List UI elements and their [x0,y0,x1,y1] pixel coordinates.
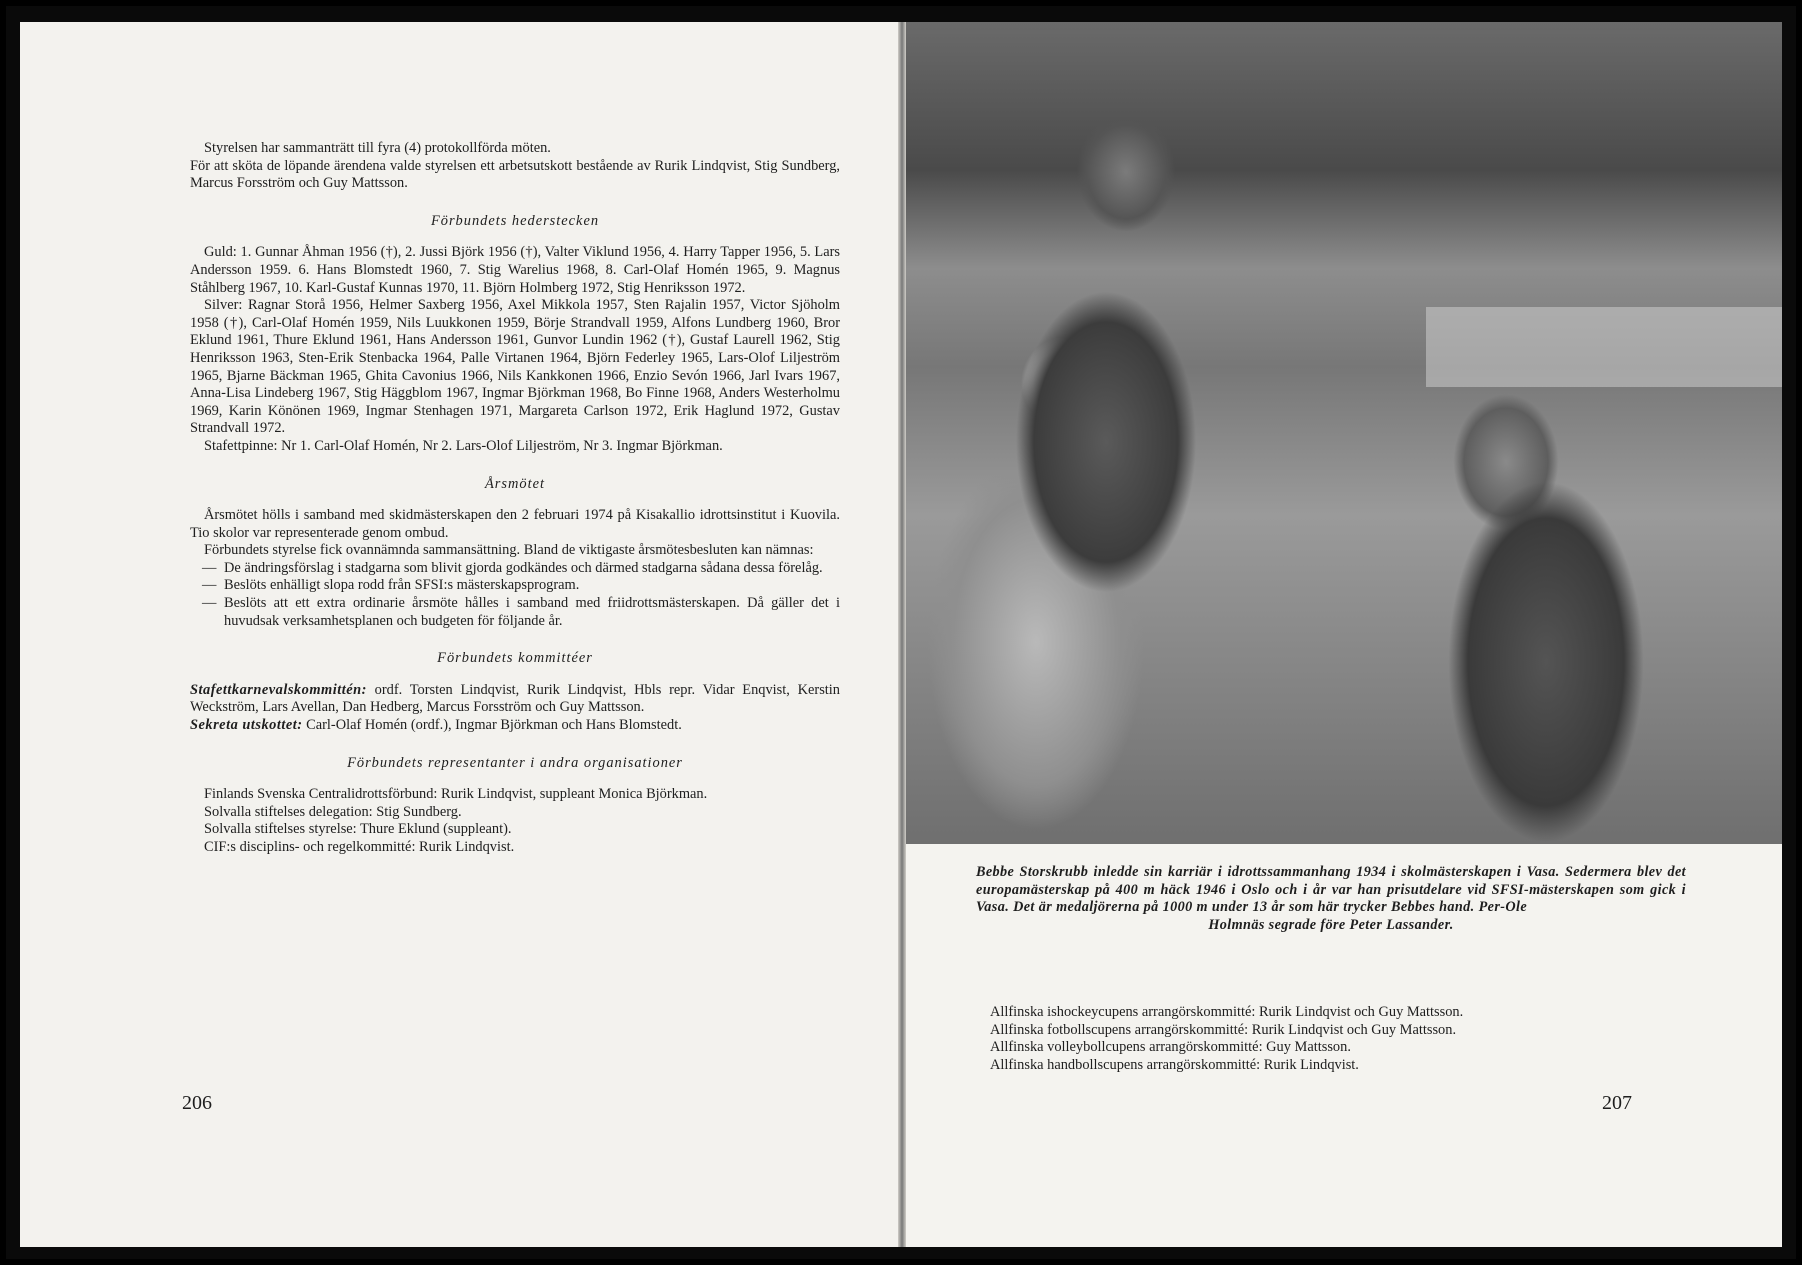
committee-entry [190,717,840,735]
left-text-column [190,140,840,857]
decision-item: — De ändringsförslag i stadgarna som blivit gjorda godkändes och därmed stadgarna sådana dessa förelåg. [190,560,840,578]
committee-line: Allfinska volleybollcupens arrangörskommitté: Guy Mattsson. [990,1039,1351,1056]
award-ceremony-photo [906,22,1782,844]
section-heading: Förbundets kommittéer [437,650,593,667]
silver-awards: Silver: Ragnar Storå 1956, Helmer Saxberg 1956, Axel Mikkola 1957, Sten Rajalin 1957, Victor Sjöholm 1958 (†), Carl-Olaf Homén 1959, Nils Luukkonen 1959, Börje Strandvall 1959, Alfons Lundberg 1960, Bror Eklund 1961, Thure Eklund 1961, Hans Andersson 1961, Gunvor Lundin 1962 (†), Gustaf Laurell 1962, Stig Henriksson 1963, Sten-Erik Stenbacka 1964, Palle Virtanen 1964, Björn Federley 1965, Lars-Olof Liljeström 1965, Bjarne Bäckman 1965, Ghita Cavonius 1966, Nils Kankkonen 1966, Enzio Sevón 1966, Jarl Ivars 1967, Anna-Lisa Lindeberg 1967, Stig Häggblom 1967, Ingmar Björkman 1968, Bo Finne 1968, Anders Westerholmu 1969, Karin Könönen 1969, Ingmar Stenhagen 1971, Margareta Carlson 1972, Erik Haglund 1972, Gustav Strandvall 1972. [190,297,840,437]
committee-line: Allfinska ishockeycupens arrangörskommitté: Rurik Lindqvist och Guy Mattsson. [990,1004,1464,1020]
committee-line: Allfinska handbollscupens arrangörskommitté: Rurik Lindqvist. [990,1056,1359,1073]
representative-line: Solvalla stiftelses styrelse: Thure Eklund (suppleant). [204,821,512,838]
section-heading: Förbundets hederstecken [430,212,600,229]
annual-meeting-paragraph: Årsmötet hölls i samband med skidmästerskapen den 2 februari 1974 på Kisakallio idrottsinstitut i Kuovila. Tio skolor var representerade genom ombud. [190,507,840,541]
left-page [20,22,898,1247]
representative-line: Finlands Svenska Centralidrottsförbund: Rurik Lindqvist, suppleant Monica Björkman. [204,786,708,803]
caption-line: Bebbe Storskrubb inledde sin karriär i idrottssammanhang 1934 i skolmästerskapen i Vasa. Sedermera blev det europamästerskap på 400 m häck 1946 i Oslo och i år var han prisutdelare vid SFSI-mästerskapen som gick i Vasa. Det är medaljörerna på 1000 m under 13 år som här trycker Bebbes hand. Per-Ole [976,864,1686,916]
committee-text: Carl-Olaf Homén (ordf.), Ingmar Björkman och Hans Blomstedt. [302,717,682,734]
section-heading: Förbundets representanter i andra organisationer [347,754,683,771]
annual-meeting-paragraph: Förbundets styrelse fick ovannämnda sammansättning. Bland de viktigaste årsmötesbesluten kan nämnas: [204,542,814,559]
committee-label: Stafettkarnevalskommittén: [190,681,367,698]
page-number: 207 [1602,1092,1632,1114]
relay-awards: Stafettpinne: Nr 1. Carl-Olaf Homén, Nr 2. Lars-Olof Liljeström, Nr 3. Ingmar Björkman. [204,437,723,454]
intro-paragraph: För att sköta de löpande ärendena valde styrelsen ett arbetsutskott bestående av Rurik Lindqvist, Stig Sundberg, Marcus Forsström och Guy Mattsson. [190,157,840,192]
representative-line: CIF:s disciplins- och regelkommitté: Rurik Lindqvist. [204,839,515,855]
representative-line: Solvalla stiftelses delegation: Stig Sundberg. [204,803,462,820]
intro-paragraph: Styrelsen har sammanträtt till fyra (4) protokollförda möten. [204,140,551,156]
page-number: 206 [182,1092,212,1114]
caption-line: Holmnäs segrade före Peter Lassander. [1208,916,1454,933]
section-heading: Årsmötet [485,475,545,492]
committee-line: Allfinska fotbollscupens arrangörskommitté: Rurik Lindqvist och Guy Mattsson. [990,1021,1457,1038]
vasa-banner [1426,307,1782,387]
book-gutter [898,22,906,1247]
photo-caption [976,864,1686,934]
book-spread [6,6,1796,1259]
committee-label: Sekreta utskottet: [190,717,303,734]
committee-text: ordf. Torsten Lindqvist, Rurik Lindqvist, Hbls repr. Vidar Enqvist, Kerstin Weckström, Lars Avellan, Dan Hedberg, Marcus Forsström och Guy Mattsson. [190,681,840,716]
gold-awards: Guld: 1. Gunnar Åhman 1956 (†), 2. Jussi Björk 1956 (†), Valter Viklund 1956, 4. Harry Tapper 1956, 5. Lars Andersson 1959. 6. Hans Blomstedt 1960, 7. Stig Warelius 1968, 8. Carl-Olaf Homén 1965, 9. Magnus Ståhlberg 1967, 10. Karl-Gustaf Kunnas 1970, 11. Björn Holmberg 1972, Stig Henriksson 1972. [190,244,840,296]
right-page [906,22,1782,1247]
right-text-column [976,1004,1686,1074]
decision-item: — Beslöts att ett extra ordinarie årsmöte hålles i samband med friidrottsmästerskapen. Då gäller det i huvudsak verksamhetsplanen och budgeten för följande år. [190,595,840,630]
decision-item: — Beslöts enhälligt slopa rodd från SFSI:s mästerskapsprogram. [190,577,840,595]
committee-entry [190,682,840,717]
